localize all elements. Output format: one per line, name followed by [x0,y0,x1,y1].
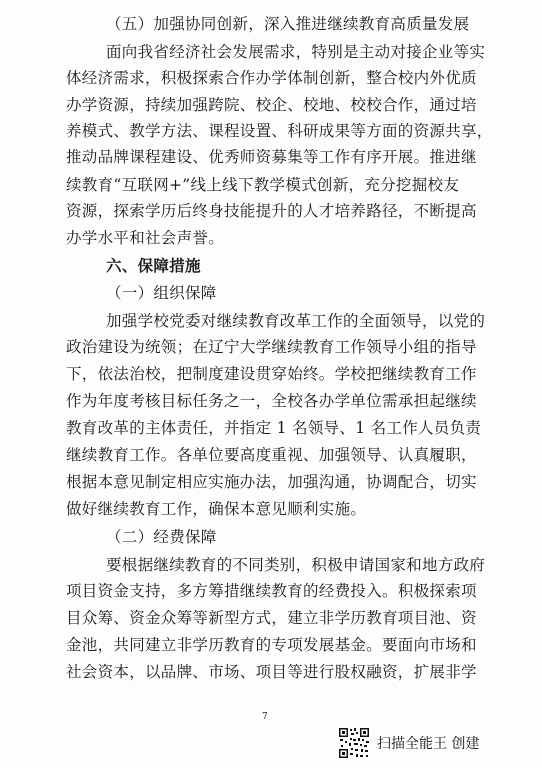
paragraph-line: 加强学校党委对继续教育改革工作的全面领导，以党的 [106,312,486,330]
paragraph-line: 推动品牌课程建设、优秀师资募集等工作有序开展。推进继 [66,148,477,166]
chapter-heading: 六、保障措施 [106,256,201,275]
subsection-heading: （一）组织保障 [106,284,217,302]
paragraph-line: 办学水平和社会声誉。 [66,229,225,247]
page-number: 7 [262,712,268,722]
paragraph-line: 社会资本，以品牌、市场、项目等进行股权融资，扩展非学 [66,663,477,681]
section-heading: （五）加强协同创新，深入推进继续教育高质量发展 [106,15,470,33]
paragraph-line: 办学资源，持续加强跨院、校企、校地、校校合作，通过培 [66,96,477,114]
paragraph-line: 下，依法治校，把制度建设贯穿始终。学校把继续教育工作 [66,365,477,383]
paragraph-line: 继续教育工作。各单位要高度重视、加强领导、认真履职， [66,446,477,464]
paragraph-line: 续教育“互联网+”线上线下教学模式创新，充分挖掘校友 [66,176,460,194]
paragraph-line: 教育改革的主体责任，并指定 1 名领导、1 名工作人员负责 [66,419,482,437]
paragraph-line: 体经济需求，积极探索合作办学体制创新，整合校内外优质 [66,69,477,87]
paragraph-line: 金池，共同建立非学历教育的专项发展基金。要面向市场和 [66,636,477,654]
paragraph-line: 养模式、教学方法、课程设置、科研成果等方面的资源共享， [66,122,493,140]
paragraph-line: 资源，探索学历后终身技能提升的人才培养路径，不断提高 [66,202,477,220]
paragraph-line: 要根据继续教育的不同类别，积极申请国家和地方政府 [106,556,486,574]
paragraph-line: 目众筹、资金众筹等新型方式，建立非学历教育项目池、资 [66,609,477,627]
scanner-watermark: 扫描全能王 创建 [377,736,480,752]
paragraph-line: 根据本意见制定相应实施办法，加强沟通，协调配合，切实 [66,473,477,491]
paragraph-line: 面向我省经济社会发展需求，特别是主动对接企业等实 [106,43,486,61]
paragraph-line: 做好继续教育工作，确保本意见顺利实施。 [66,500,367,518]
qr-code-icon [338,727,370,759]
subsection-heading: （二）经费保障 [106,528,217,546]
paragraph-line: 项目资金支持，多方筹措继续教育的经费投入。积极探索项 [66,582,477,600]
paragraph-line: 政治建设为统领；在辽宁大学继续教育工作领导小组的指导 [66,338,477,356]
paragraph-line: 作为年度考核目标任务之一，全校各办学单位需承担起继续 [66,392,477,410]
